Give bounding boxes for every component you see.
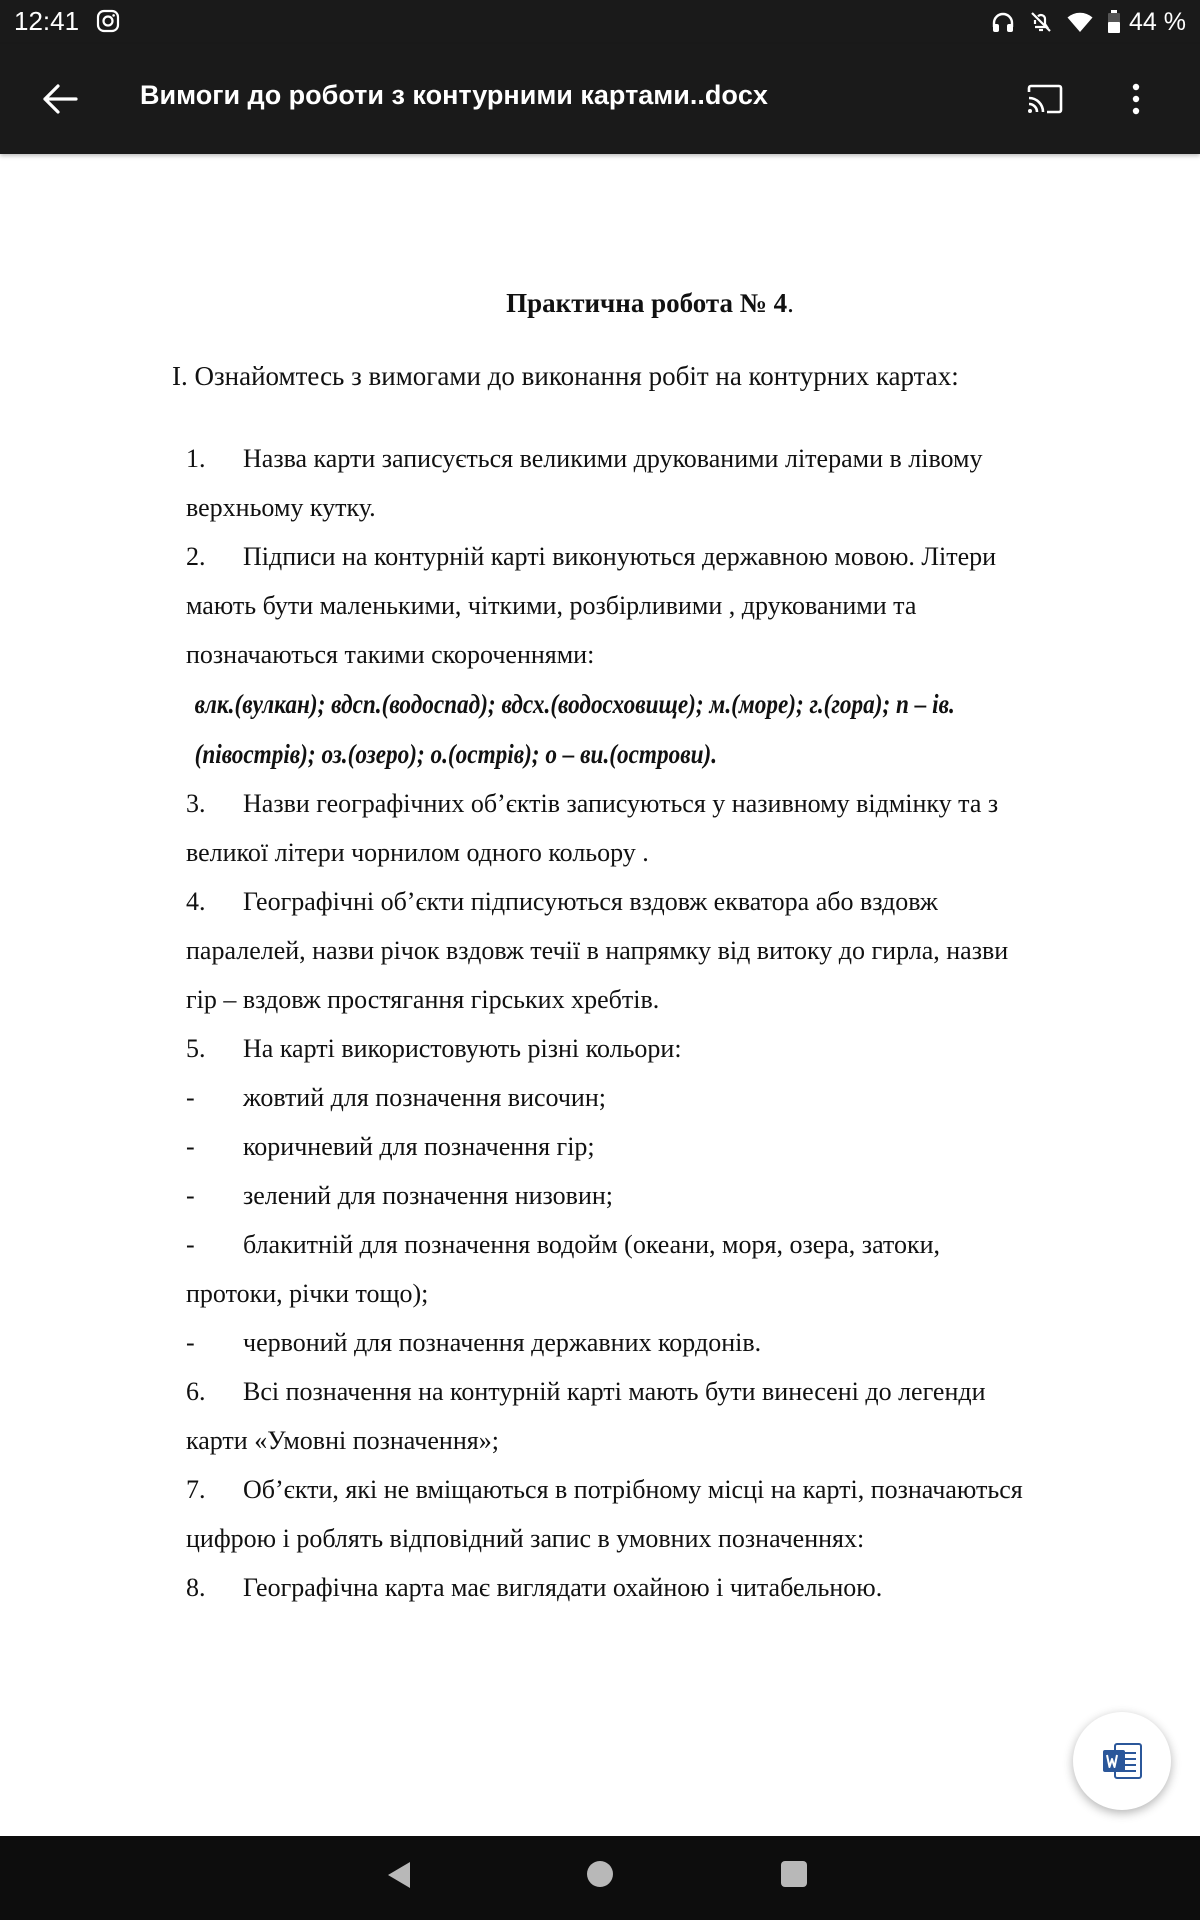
more-options-button[interactable] xyxy=(1116,74,1156,124)
open-in-word-button[interactable] xyxy=(1073,1712,1171,1810)
app-bar xyxy=(0,44,1200,154)
status-time: 12:41 xyxy=(14,6,80,36)
cast-button[interactable] xyxy=(1020,76,1070,122)
status-icons xyxy=(991,6,1186,38)
doc-intro: I. Ознайомтесь з вимогами до виконання робіт на контурних картах: xyxy=(172,361,959,391)
bell-off-icon xyxy=(1029,10,1053,34)
abbreviations-line: (півострів); оз.(озеро); о.(острів); о – ви.(острови). xyxy=(194,739,718,769)
list-item-cont: гір – вздовж простягання гірських хребтів. xyxy=(186,985,660,1014)
battery-icon xyxy=(1107,10,1121,34)
color-list-item: - коричневий для позначення гір; xyxy=(186,1132,595,1161)
list-item: 5. На карті використовують різні кольори: xyxy=(186,1034,682,1063)
back-button[interactable] xyxy=(30,69,90,129)
color-list-item: - жовтий для позначення височин; xyxy=(186,1083,606,1112)
color-list-item: - зелений для позначення низовин; xyxy=(186,1181,614,1210)
nav-recent-icon[interactable] xyxy=(781,1861,807,1887)
list-item-cont: протоки, річки тощо); xyxy=(186,1279,429,1308)
status-bar xyxy=(0,0,1200,44)
document-page[interactable] xyxy=(0,154,1200,1836)
list-item: 3. Назви географічних об’єктів записуються у називному відмінку та з xyxy=(186,789,999,818)
wifi-icon xyxy=(1067,11,1093,33)
list-item-cont: позначаються такими скороченнями: xyxy=(186,640,595,669)
word-icon xyxy=(1101,1741,1143,1781)
abbreviations-line: влк.(вулкан); вдсп.(водоспад); вдсх.(водосховище); м.(море); г.(гора); п – ів. xyxy=(194,689,955,719)
list-item: 1. Назва карти записується великими друкованими літерами в лівому xyxy=(186,444,983,473)
list-item: 6. Всі позначення на контурній карті мають бути винесені до легенди xyxy=(186,1377,986,1406)
headphones-icon xyxy=(991,10,1015,34)
color-list-item: - блакитній для позначення водойм (океани, моря, озера, затоки, xyxy=(186,1230,940,1259)
instagram-icon xyxy=(96,9,120,33)
requirements-list xyxy=(186,434,1106,1612)
list-item-cont: карти «Умовні позначення»; xyxy=(186,1426,499,1455)
list-item-cont: великої літери чорнилом одного кольору . xyxy=(186,838,649,867)
document-title: Вимоги до роботи з контурними картами..docx xyxy=(140,80,768,110)
more-vert-icon xyxy=(1131,83,1141,115)
nav-home-icon[interactable] xyxy=(587,1861,613,1887)
color-list-item: - червоний для позначення державних кордонів. xyxy=(186,1328,762,1357)
back-arrow-icon xyxy=(42,83,78,115)
list-item-cont: верхньому кутку. xyxy=(186,493,376,522)
battery-percent: 44 % xyxy=(1129,7,1186,36)
doc-heading: Практична робота № 4. xyxy=(506,288,794,318)
navigation-bar xyxy=(0,1836,1200,1920)
list-item: 4. Географічні об’єкти підписуються вздовж екватора або вздовж xyxy=(186,887,938,916)
list-item-cont: мають бути маленькими, чіткими, розбірливими , друкованими та xyxy=(186,591,917,620)
list-item: 7. Об’єкти, які не вміщаються в потрібному місці на карті, позначаються xyxy=(186,1475,1023,1504)
list-item-cont: цифрою і роблять відповідний запис в умовних позначеннях: xyxy=(186,1524,865,1553)
nav-back-icon[interactable] xyxy=(386,1860,412,1890)
list-item-cont: паралелей, назви річок вздовж течії в напрямку від витоку до гирла, назви xyxy=(186,936,1009,965)
cast-icon xyxy=(1026,83,1064,115)
list-item: 8. Географічна карта має виглядати охайною і читабельною. xyxy=(186,1573,883,1602)
list-item: 2. Підписи на контурній карті виконуються державною мовою. Літери xyxy=(186,542,997,571)
